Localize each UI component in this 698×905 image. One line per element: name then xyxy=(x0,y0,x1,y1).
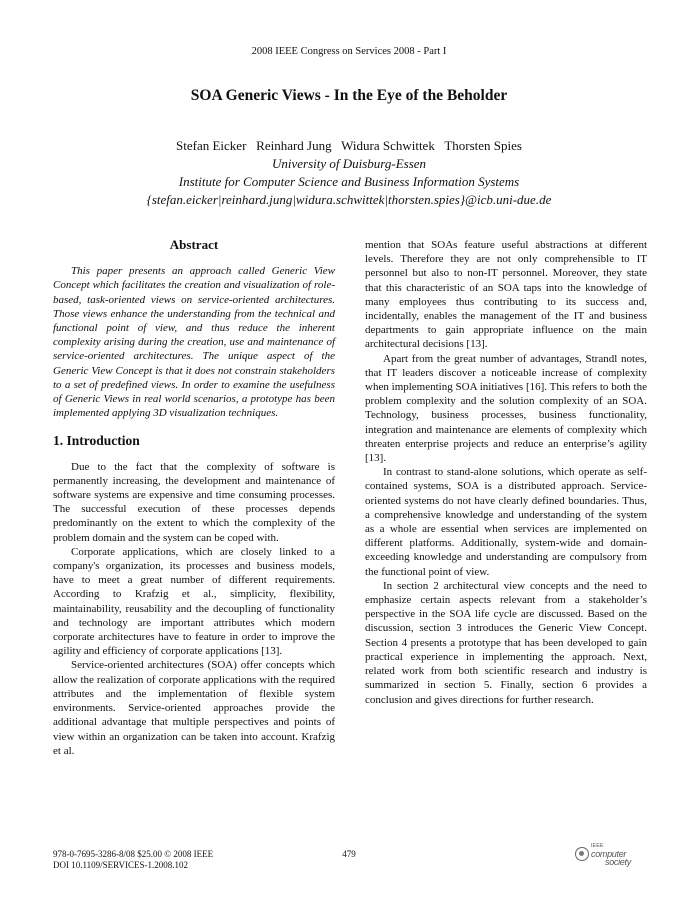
intro-paragraph: Due to the fact that the complexity of software is permanently increasing, the development and maintenance of software systems are expensive and time consuming processes. The successful execution of these processes depends predominantly on the extent to which the complexity of the problem domain and the system can be coped with. xyxy=(53,460,335,544)
footer-isbn: 978-0-7695-3286-8/08 $25.00 © 2008 IEEE xyxy=(53,849,214,859)
computer-society-logo-icon xyxy=(575,847,589,861)
paper-title: SOA Generic Views - In the Eye of the Beholder xyxy=(190,87,508,104)
author-names: Stefan Eicker Reinhard Jung Widura Schwittek Thorsten Spies xyxy=(176,138,522,153)
intro-paragraph: Apart from the great number of advantages, Strandl notes, that IT leaders discover a noticeable increase of complexity when implementing SOA initiatives [16]. This refers to both the problem complexity and the solution complexity of an SOA. Technology, business processes, business functionality, integration and maintenance are elements of complexity which threaten enterprise projects and reduce an enterprise’s agility [13]. xyxy=(365,352,647,465)
intro-paragraph: In contrast to stand-alone solutions, which operate as self-contained systems, SOA is a distributed approach. Service-oriented systems do not have clearly defined boundaries. Thus, a comprehensive knowledge and understanding of the system as a whole are essential when services are implemented on different platforms. Additionally, system-wide and domain-exceeding knowledge and understanding are compulsory from the functional point of view. xyxy=(365,466,647,578)
logo-society-text: society xyxy=(605,857,631,867)
left-column xyxy=(53,238,335,758)
section-heading-introduction: 1. Introduction xyxy=(53,433,140,449)
institute: Institute for Computer Science and Business Information Systems xyxy=(178,174,520,189)
intro-paragraph: Corporate applications, which are closely linked to a company's organization, its processes and business models, have to meet a great number of different requirements. According to Krafzig et al., simplicity, flexibility, maintainability, reusability and the decoupling of functionality and technology are important attributes which modern corporate architectures have to feature in order to improve the agility and efficiency of corporate applications [13]. xyxy=(53,545,335,658)
intro-paragraph: Service-oriented architectures (SOA) offer concepts which allow the realization of corporate applications with the required attributes and the implementation of flexible system environments. Service-oriented approaches provide the additional advantage that multiple perspectives and points of view within an organization can be taken into account. Krafzig et al. xyxy=(53,659,335,757)
logo-ieee-text: IEEE xyxy=(591,843,604,849)
ieee-computer-society-logo xyxy=(575,842,631,866)
university: University of Duisburg-Essen xyxy=(271,156,427,171)
abstract-heading: Abstract xyxy=(169,237,219,252)
right-column xyxy=(365,238,647,707)
abstract-text: This paper presents an approach called Generic View Concept which facilitates the creation and visualization of role-based, task-oriented views on service-oriented architectures. Those views enhance the understanding from the technical and functional point of view, and thus reduce the inherent complexity arising during the creation, use and maintenance of service-oriented architectures. The unique aspect of the Generic View Concept is that it does not constrain stakeholders to a set of predefined views. In order to examine the usefulness of Generic Views in real world scenarios, a prototype has been implemented applying 3D visualization techniques. xyxy=(53,265,335,420)
author-emails: {stefan.eicker|reinhard.jung|widura.schwittek|thorsten.spies}@icb.uni-due.de xyxy=(146,192,552,207)
page-number: 479 xyxy=(342,849,356,859)
conference-header: 2008 IEEE Congress on Services 2008 - Part I xyxy=(251,46,447,57)
logo-computer-text: computer xyxy=(591,849,627,859)
author-block xyxy=(0,137,698,209)
intro-paragraph: mention that SOAs feature useful abstractions at different levels. Therefore they are not only comprehensible to IT personnel but also to non-IT personnel. Moreover, they state that this characteristic of an SOA taps into the knowledge of many employees thus contributing to its success and, incidentally, enables the management of the IT and business departments to gain appropriate influence on the main architectural decisions [13]. xyxy=(365,239,647,351)
footer-doi: DOI 10.1109/SERVICES-1.2008.102 xyxy=(53,860,188,870)
intro-paragraph: In section 2 architectural view concepts and the need to emphasize certain aspects relevant from a stakeholder’s perspective in the SOA life cycle are discussed. Based on the discussion, section 3 introduces the Generic View Concept. Section 4 presents a prototype that has been developed to gain practical experience in implementing the approach. Next, related work from both scientific research and industry is summarized in section 5. Finally, section 6 provides a conclusion and gives directions for further research. xyxy=(365,579,647,706)
